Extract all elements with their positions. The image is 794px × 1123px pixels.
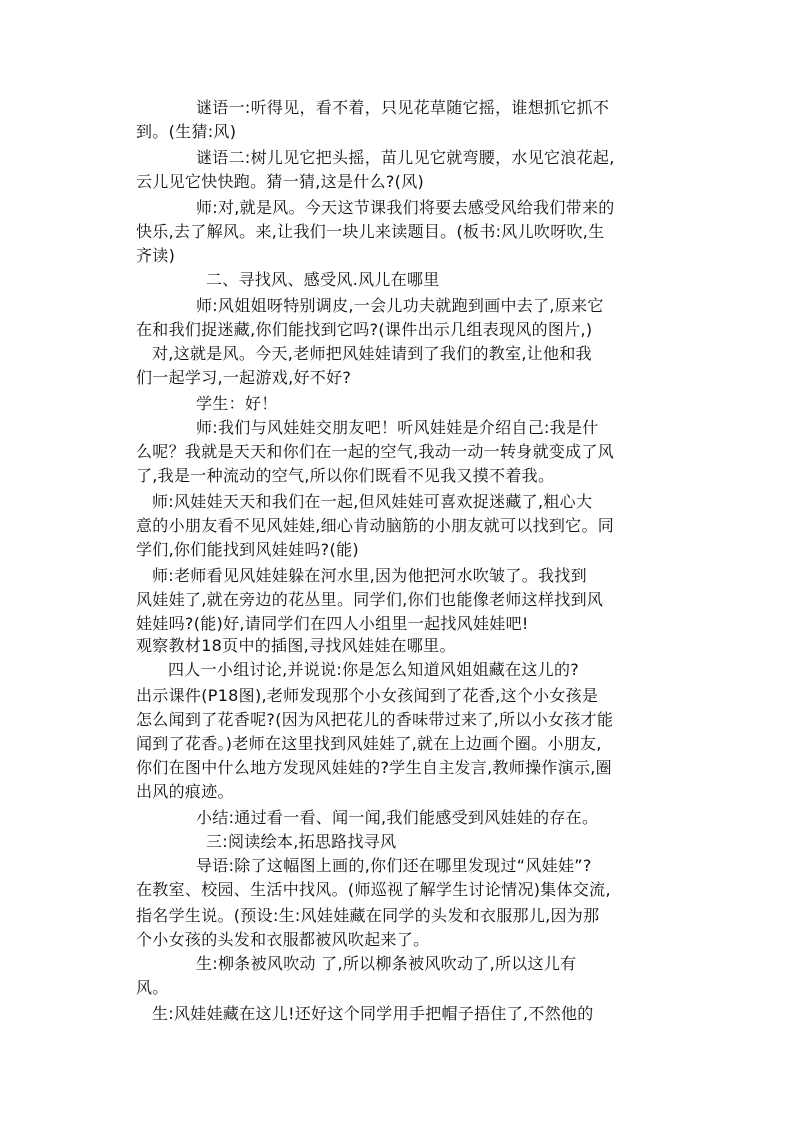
text-line: 小结:通过看一看、闻一闻,我们能感受到风娃娃的存在。 <box>196 808 599 827</box>
text-line: 娃娃吗?(能)好,请同学们在四人小组里一起找风娃娃吧! <box>136 614 529 633</box>
text-line: 学生：好！ <box>196 394 278 413</box>
text-line: 师:风娃娃天天和我们在一起,但风娃娃可喜欢捉迷藏了,粗心大 <box>152 492 593 511</box>
text-line: 出风的痕迹。 <box>136 782 234 801</box>
text-line: 快乐,去了解风。来,让我们一块儿来读题目。(板书:风儿吹呀吹,生 <box>136 222 605 241</box>
text-line: 学们,你们能找到风娃娃吗?(能) <box>136 540 359 559</box>
text-line: 谜语一:听得见，看不着，只见花草随它摇，谁想抓它抓不 <box>196 98 610 117</box>
text-line: 怎么闻到了花香呢?(因为风把花儿的香味带过来了,所以小女孩才能 <box>136 710 614 729</box>
text-line: 云儿见它快快跑。猜一猜,这是什么?(风) <box>136 172 425 191</box>
text-line: 你们在图中什么地方发现风娃娃的?学生自主发言,教师操作演示,圈 <box>136 758 612 777</box>
text-line: 观察教材18页中的插图,寻找风娃娃在哪里。 <box>136 636 456 655</box>
text-line: 了,我是一种流动的空气,所以你们既看不见我又摸不着我。 <box>136 466 555 485</box>
section-heading: 三:阅读绘本,拓思路找寻风 <box>206 832 397 851</box>
text-line: 齐读) <box>136 246 176 265</box>
text-line: 对,这就是风。今天,老师把风娃娃请到了我们的教室,让他和我 <box>152 344 592 363</box>
text-line: 们一起学习,一起游戏,好不好? <box>136 368 352 387</box>
text-line: 风娃娃了,就在旁边的花丛里。同学们,你们也能像老师这样找到风 <box>136 590 604 609</box>
text-line: 谜语二:树儿见它把头摇，苗儿见它就弯腰，水见它浪花起, <box>196 148 615 167</box>
text-line: 生:风娃娃藏在这儿!还好这个同学用手把帽子捂住了,不然他的 <box>152 1004 594 1023</box>
text-line: 风。 <box>136 978 169 997</box>
text-line: 师:我们与风娃娃交朋友吧！听风娃娃是介绍自己:我是什 <box>196 418 599 437</box>
text-line: 出示课件(P18图),老师发现那个小女孩闻到了花香,这个小女孩是 <box>136 686 599 705</box>
text-line: 个小女孩的头发和衣服都被风吹起来了。 <box>136 930 430 949</box>
text-line: 四人一小组讨论,并说说:你是怎么知道风姐姐藏在这儿的? <box>168 660 580 679</box>
text-line: 意的小朋友看不见风娃娃,细心肯动脑筋的小朋友就可以找到它。同 <box>136 516 615 535</box>
text-line: 生:柳条被风吹动 了,所以柳条被风吹动了,所以这儿有 <box>196 954 577 973</box>
text-line: 在和我们捉迷藏,你们能找到它吗?(课件出示几组表现风的图片,) <box>136 320 593 339</box>
text-line: 么呢？我就是天天和你们在一起的空气,我动一动一转身就变成了风 <box>136 442 615 461</box>
text-line: 师:风姐姐呀特别调皮,一会儿功夫就跑到画中去了,原来它 <box>196 296 604 315</box>
text-line: 闻到了花香。)老师在这里找到风娃娃了,就在上边画个圈。小朋友, <box>136 734 602 753</box>
text-line: 到。(生猜:风) <box>136 122 237 141</box>
text-line: 指名学生说。(预设:生:风娃娃藏在同学的头发和衣服那儿,因为那 <box>136 906 600 925</box>
text-line: 导语:除了这幅图上画的,你们还在哪里发现过“风娃娃”? <box>196 856 592 875</box>
section-heading: 二、寻找风、感受风.风儿在哪里 <box>206 270 440 289</box>
text-line: 在教室、校园、生活中找风。(师巡视了解学生讨论情况)集体交流, <box>136 880 611 899</box>
text-line: 师:老师看见风娃娃躲在河水里,因为他把河水吹皱了。我找到 <box>152 566 587 585</box>
text-line: 师:对,就是风。今天这节课我们将要去感受风给我们带来的 <box>196 198 615 217</box>
